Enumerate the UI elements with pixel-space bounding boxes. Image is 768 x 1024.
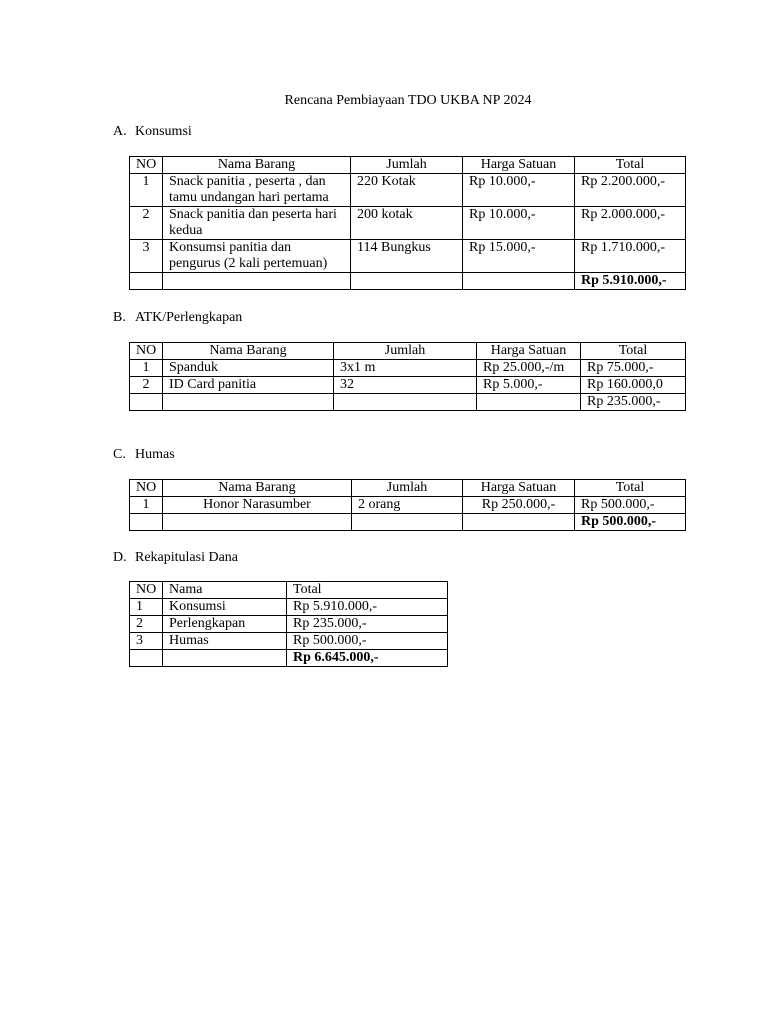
cell-jumlah: 200 kotak	[351, 207, 463, 240]
cell-no: 1	[130, 497, 163, 514]
cell-no: 2	[130, 207, 163, 240]
section-letter: B.	[113, 310, 126, 325]
cell-total: Rp 235.000,-	[287, 616, 448, 633]
rekapitulasi-dana-table	[129, 581, 448, 667]
empty-cell	[463, 273, 575, 290]
header-total: Total	[575, 157, 686, 174]
section-a-heading	[113, 124, 192, 140]
cell-jumlah: 220 Kotak	[351, 174, 463, 207]
cell-no: 2	[130, 377, 163, 394]
table-total-row	[130, 650, 448, 667]
section-letter: D.	[113, 550, 127, 565]
header-jumlah: Jumlah	[334, 343, 477, 360]
cell-nama-barang: Snack panitia dan peserta hari kedua	[163, 207, 351, 240]
cell-nama-barang: Konsumsi panitia dan pengurus (2 kali pertemuan)	[163, 240, 351, 273]
section-c-heading	[113, 447, 175, 463]
empty-cell	[163, 394, 334, 411]
table-row	[130, 360, 686, 377]
cell-no: 1	[130, 174, 163, 207]
cell-total: Rp 1.710.000,-	[575, 240, 686, 273]
section-b-heading	[113, 310, 242, 326]
header-harga-satuan: Harga Satuan	[463, 480, 575, 497]
table-row	[130, 207, 686, 240]
table-row	[130, 616, 448, 633]
section-title: Konsumsi	[135, 124, 192, 139]
empty-cell	[130, 394, 163, 411]
empty-cell	[163, 514, 352, 531]
cell-no: 3	[130, 240, 163, 273]
grand-total-cell: Rp 500.000,-	[575, 514, 686, 531]
cell-harga-satuan: Rp 250.000,-	[463, 497, 575, 514]
cell-jumlah: 2 orang	[352, 497, 463, 514]
cell-no: 3	[130, 633, 163, 650]
empty-cell	[130, 514, 163, 531]
cell-nama: Konsumsi	[163, 599, 287, 616]
grand-total-cell: Rp 235.000,-	[581, 394, 686, 411]
cell-total: Rp 75.000,-	[581, 360, 686, 377]
empty-cell	[163, 650, 287, 667]
header-total: Total	[581, 343, 686, 360]
cell-jumlah: 32	[334, 377, 477, 394]
atk-perlengkapan-table	[129, 342, 686, 411]
header-total: Total	[287, 582, 448, 599]
konsumsi-table	[129, 156, 686, 290]
cell-nama-barang: ID Card panitia	[163, 377, 334, 394]
empty-cell	[351, 273, 463, 290]
header-jumlah: Jumlah	[352, 480, 463, 497]
header-nama: Nama	[163, 582, 287, 599]
cell-total: Rp 5.910.000,-	[287, 599, 448, 616]
section-letter: C.	[113, 447, 126, 462]
header-no: NO	[130, 582, 163, 599]
empty-cell	[352, 514, 463, 531]
table-header-row	[130, 582, 448, 599]
cell-harga-satuan: Rp 15.000,-	[463, 240, 575, 273]
table-header-row	[130, 343, 686, 360]
table-total-row	[130, 514, 686, 531]
empty-cell	[477, 394, 581, 411]
cell-harga-satuan: Rp 10.000,-	[463, 207, 575, 240]
header-no: NO	[130, 343, 163, 360]
cell-harga-satuan: Rp 10.000,-	[463, 174, 575, 207]
section-d-heading	[113, 550, 238, 566]
table-row	[130, 174, 686, 207]
table-header-row	[130, 480, 686, 497]
cell-total: Rp 500.000,-	[287, 633, 448, 650]
cell-harga-satuan: Rp 25.000,-/m	[477, 360, 581, 377]
cell-total: Rp 160.000,0	[581, 377, 686, 394]
cell-total: Rp 2.000.000,-	[575, 207, 686, 240]
table-row	[130, 599, 448, 616]
section-letter: A.	[113, 124, 127, 139]
cell-no: 1	[130, 360, 163, 377]
cell-jumlah: 114 Bungkus	[351, 240, 463, 273]
cell-jumlah: 3x1 m	[334, 360, 477, 377]
header-nama-barang: Nama Barang	[163, 343, 334, 360]
section-title: Rekapitulasi Dana	[135, 550, 239, 565]
cell-nama: Perlengkapan	[163, 616, 287, 633]
table-row	[130, 497, 686, 514]
section-title: Humas	[135, 447, 175, 462]
empty-cell	[130, 650, 163, 667]
cell-harga-satuan: Rp 5.000,-	[477, 377, 581, 394]
table-row	[130, 377, 686, 394]
header-no: NO	[130, 480, 163, 497]
header-total: Total	[575, 480, 686, 497]
cell-no: 2	[130, 616, 163, 633]
grand-total-cell: Rp 5.910.000,-	[575, 273, 686, 290]
header-harga-satuan: Harga Satuan	[463, 157, 575, 174]
table-total-row	[130, 394, 686, 411]
empty-cell	[163, 273, 351, 290]
section-title: ATK/Perlengkapan	[135, 310, 243, 325]
empty-cell	[463, 514, 575, 531]
empty-cell	[334, 394, 477, 411]
header-no: NO	[130, 157, 163, 174]
table-row	[130, 633, 448, 650]
header-harga-satuan: Harga Satuan	[477, 343, 581, 360]
header-nama-barang: Nama Barang	[163, 157, 351, 174]
empty-cell	[130, 273, 163, 290]
humas-table	[129, 479, 686, 531]
cell-nama-barang: Honor Narasumber	[163, 497, 352, 514]
cell-nama: Humas	[163, 633, 287, 650]
table-row	[130, 240, 686, 273]
header-jumlah: Jumlah	[351, 157, 463, 174]
cell-total: Rp 500.000,-	[575, 497, 686, 514]
cell-total: Rp 2.200.000,-	[575, 174, 686, 207]
grand-total-cell: Rp 6.645.000,-	[287, 650, 448, 667]
document-title: Rencana Pembiayaan TDO UKBA NP 2024	[284, 93, 532, 108]
cell-nama-barang: Snack panitia , peserta , dan tamu undangan hari pertama	[163, 174, 351, 207]
table-total-row	[130, 273, 686, 290]
table-header-row	[130, 157, 686, 174]
header-nama-barang: Nama Barang	[163, 480, 352, 497]
cell-nama-barang: Spanduk	[163, 360, 334, 377]
cell-no: 1	[130, 599, 163, 616]
